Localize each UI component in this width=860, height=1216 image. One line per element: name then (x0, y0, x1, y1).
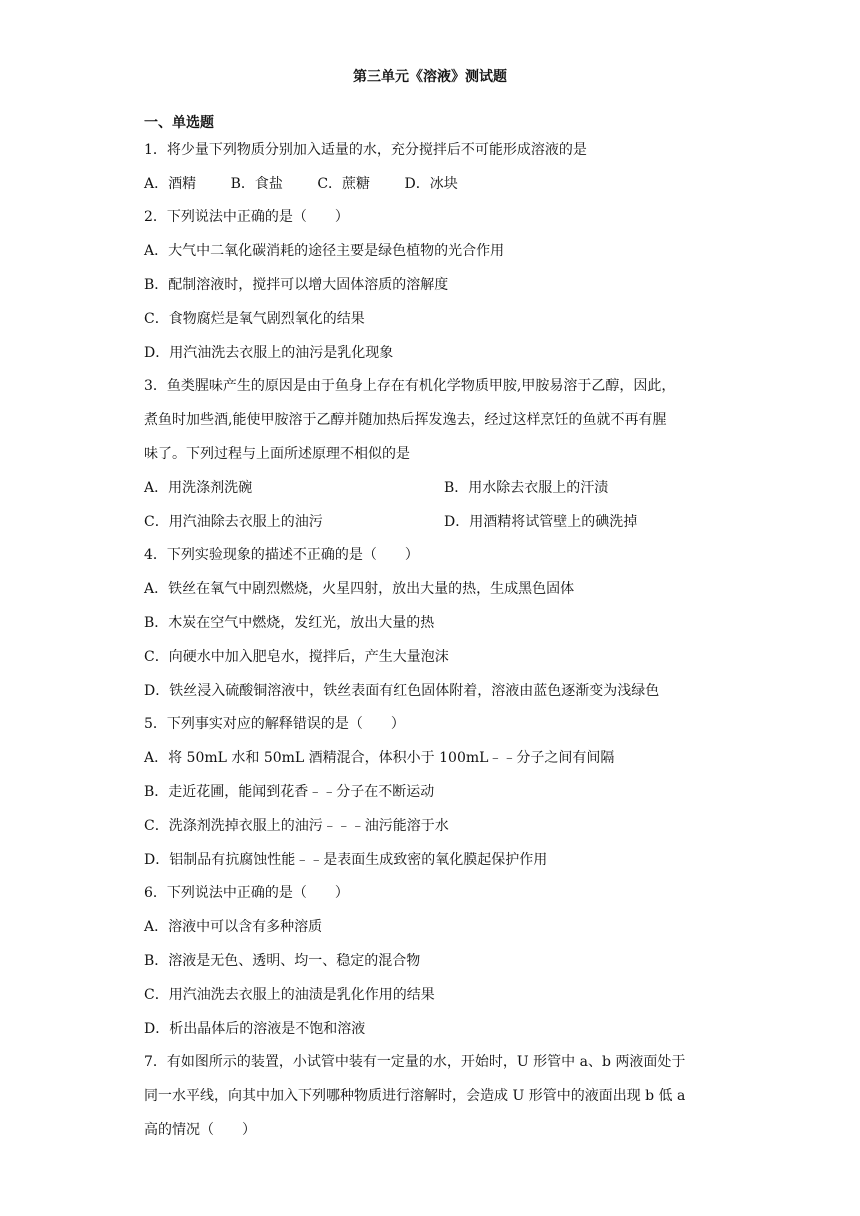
question-5-stem: 5．下列事实对应的解释错误的是（ ） (144, 716, 405, 732)
question-1-option-a: A．酒精 (144, 176, 197, 192)
question-2-option-c: C．食物腐烂是氧气剧烈氧化的结果 (144, 311, 365, 327)
question-4-option-c: C．向硬水中加入肥皂水，搅拌后，产生大量泡沫 (144, 649, 449, 665)
question-6-option-c: C．用汽油洗去衣服上的油渍是乳化作用的结果 (144, 987, 435, 1003)
question-6-stem: 6．下列说法中正确的是（ ） (144, 885, 349, 901)
question-5-option-d: D．铝制品有抗腐蚀性能﹣﹣是表面生成致密的氧化膜起保护作用 (144, 852, 548, 868)
question-4-option-b: B．木炭在空气中燃烧，发红光，放出大量的热 (144, 615, 435, 631)
question-3-option-d: D．用酒精将试管壁上的碘洗掉 (444, 514, 638, 530)
question-1-option-d: D．冰块 (404, 176, 458, 192)
question-6-option-b: B．溶液是无色、透明、均一、稳定的混合物 (144, 953, 421, 969)
question-5-option-b: B．走近花圃，能闻到花香﹣﹣分子在不断运动 (144, 784, 435, 800)
question-2-option-d: D．用汽油洗去衣服上的油污是乳化现象 (144, 345, 394, 361)
question-4-option-d: D．铁丝浸入硫酸铜溶液中，铁丝表面有红色固体附着，溶液由蓝色逐渐变为浅绿色 (144, 683, 660, 699)
question-7-stem-line-1: 7．有如图所示的装置，小试管中装有一定量的水，开始时，U 形管中 a、b 两液面处于 (144, 1054, 686, 1070)
question-1-option-c: C．蔗糖 (317, 176, 371, 192)
question-1-option-b: B．食盐 (230, 176, 283, 192)
question-6-option-a: A．溶液中可以含有多种溶质 (144, 919, 323, 935)
question-7-stem-line-3: 高的情况（ ） (144, 1122, 256, 1138)
question-1-options (144, 174, 488, 194)
page-title: 第三单元《溶液》测试题 (353, 69, 507, 85)
question-4-stem: 4．下列实验现象的描述不正确的是（ ） (144, 547, 419, 563)
question-2-option-b: B．配制溶液时，搅拌可以增大固体溶质的溶解度 (144, 277, 449, 293)
question-5-option-a: A．将 50mL 水和 50mL 酒精混合，体积小于 100mL﹣﹣分子之间有间隔 (144, 750, 615, 766)
question-3-option-a: A．用洗涤剂洗碗 (144, 480, 253, 496)
question-5-option-c: C．洗涤剂洗掉衣服上的油污﹣﹣﹣油污能溶于水 (144, 818, 449, 834)
question-6-option-d: D．析出晶体后的溶液是不饱和溶液 (144, 1021, 366, 1037)
question-7-stem-line-2: 同一水平线，向其中加入下列哪种物质进行溶解时，会造成 U 形管中的液面出现 b 低 a (144, 1088, 686, 1104)
question-3-stem-line-1: 3．鱼类腥味产生的原因是由于鱼身上存在有机化学物质甲胺,甲胺易溶于乙醇，因此， (144, 378, 676, 394)
question-3-option-c: C．用汽油除去衣服上的油污 (144, 514, 323, 530)
question-3-stem-line-3: 味了。下列过程与上面所述原理不相似的是 (144, 446, 410, 462)
question-1-stem: 1．将少量下列物质分别加入适量的水，充分搅拌后不可能形成溶液的是 (144, 142, 587, 158)
question-4-option-a: A．铁丝在氧气中剧烈燃烧，火星四射，放出大量的热，生成黑色固体 (144, 581, 575, 597)
question-3-option-b: B．用水除去衣服上的汗渍 (444, 480, 609, 496)
question-3-stem-line-2: 煮鱼时加些酒,能使甲胺溶于乙醇并随加热后挥发逸去，经过这样烹饪的鱼就不再有腥 (144, 412, 667, 428)
question-2-option-a: A．大气中二氧化碳消耗的途径主要是绿色植物的光合作用 (144, 243, 505, 259)
section-heading: 一、单选题 (144, 115, 214, 131)
question-2-stem: 2．下列说法中正确的是（ ） (144, 209, 349, 225)
